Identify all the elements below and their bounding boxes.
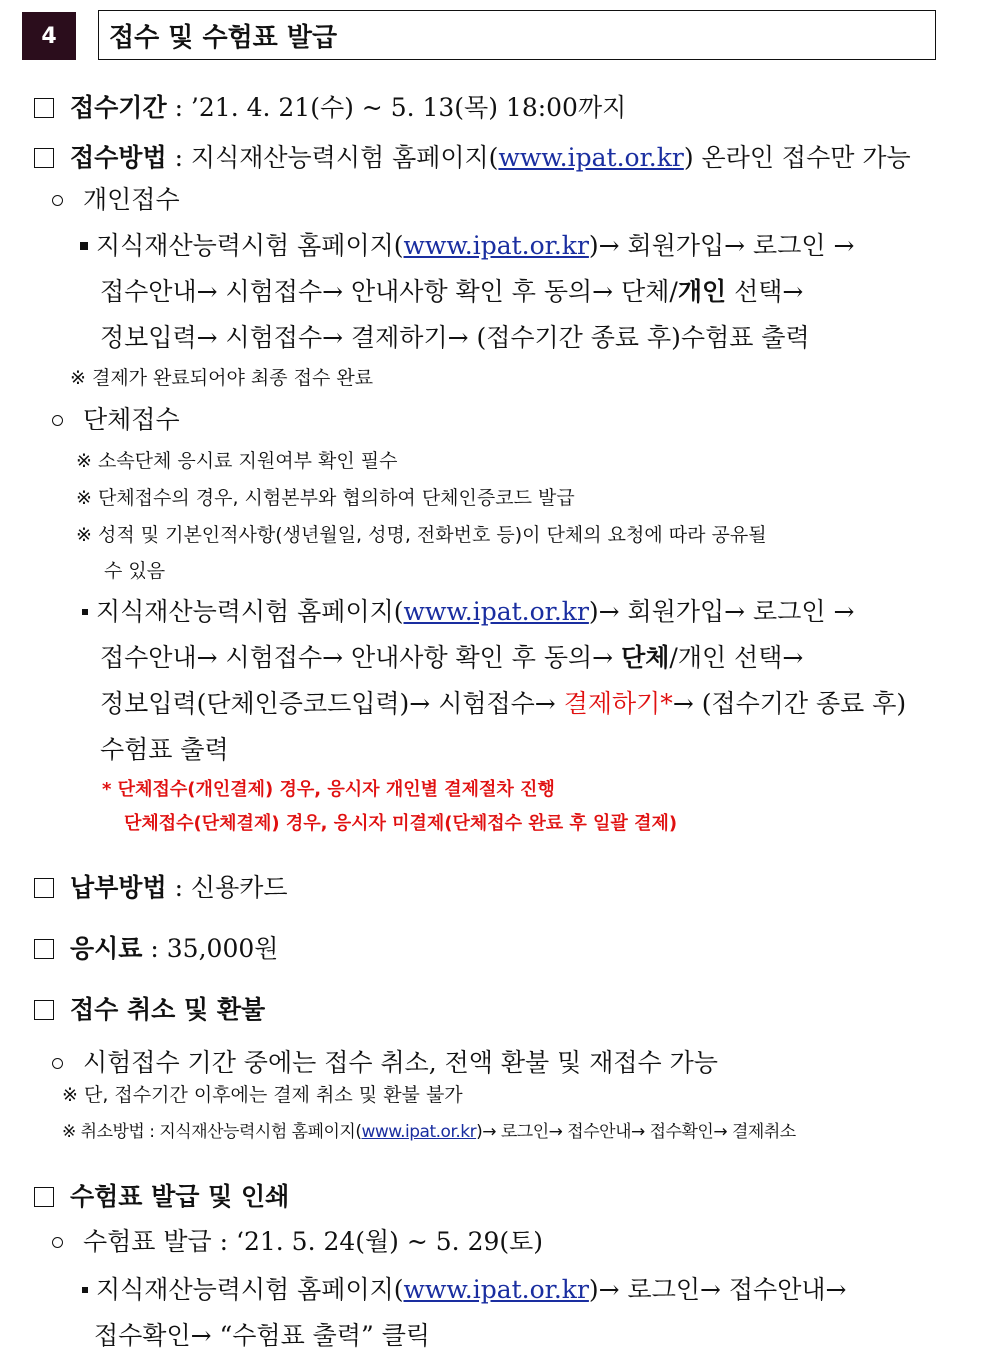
group-line2-pre: 접수안내→ 시험접수→ 안내사항 확인 후 동의→	[100, 643, 622, 672]
ipat-link[interactable]: www.ipat.or.kr	[498, 143, 684, 172]
method-label: 접수방법	[70, 143, 167, 172]
ipat-link[interactable]: www.ipat.or.kr	[403, 597, 589, 626]
checkbox-square-icon	[34, 98, 54, 118]
group-heading: 단체접수	[83, 405, 180, 434]
period-text: : ’21. 4. 21(수) ~ 5. 13(목) 18:00까지	[174, 93, 627, 122]
refund-note-1: ※ 단, 접수기간 이후에는 결제 취소 및 환불 불가	[62, 1084, 463, 1106]
group-red-note-1: * 단체접수(개인결제) 경우, 응시자 개인별 결제절차 진행	[102, 779, 555, 800]
square-bullet-icon	[82, 609, 88, 615]
group-line-2	[100, 638, 803, 674]
group-note-3b: 수 있음	[104, 560, 166, 582]
fee-text: : 35,000원	[150, 934, 279, 963]
individual-heading: 개인접수	[83, 185, 180, 214]
individual-line2-post: 선택→	[726, 277, 804, 306]
individual-heading-row	[52, 180, 180, 216]
checkbox-square-icon	[34, 1187, 54, 1207]
refund-note-2	[62, 1117, 796, 1142]
ticket-line-1	[82, 1270, 846, 1306]
square-bullet-icon	[82, 1287, 88, 1293]
group-note-3a: ※ 성적 및 기본인적사항(생년월일, 성명, 전화번호 등)이 단체의 요청에 따라 공유될	[76, 524, 767, 546]
checkbox-square-icon	[34, 939, 54, 959]
group-line3-post: → (접수기간 종료 후)	[672, 689, 907, 718]
individual-line2-bold: 개인	[677, 277, 727, 306]
section-number-text: 4	[41, 23, 57, 49]
individual-line-3: 정보입력→ 시험접수→ 결제하기→ (접수기간 종료 후)수험표 출력	[100, 323, 810, 352]
period-row	[34, 88, 626, 124]
period-label: 접수기간	[70, 93, 167, 122]
group-line3-red: 결제하기*	[563, 689, 673, 718]
individual-line1-post: )→ 회원가입→ 로그인 →	[588, 231, 855, 260]
individual-line1-pre: 지식재산능력시험 홈페이지(	[96, 231, 404, 260]
method-post: ) 온라인 접수만 가능	[683, 143, 911, 172]
section-number	[22, 12, 76, 60]
individual-line-2	[100, 272, 803, 308]
refund-line-row	[52, 1043, 718, 1079]
payment-label: 납부방법	[70, 873, 167, 902]
circle-bullet-icon	[52, 1237, 63, 1248]
ticket-heading-row	[34, 1177, 289, 1213]
ticket-heading: 수험표 발급 및 인쇄	[70, 1182, 290, 1211]
checkbox-square-icon	[34, 878, 54, 898]
group-line2-post: /개인 선택→	[669, 643, 804, 672]
payment-text: : 신용카드	[174, 873, 288, 902]
fee-row	[34, 929, 278, 965]
section-title-text: 접수 및 수험표 발급	[109, 22, 338, 53]
ticket-issue: 수험표 발급 : ‘21. 5. 24(월) ~ 5. 29(토)	[83, 1227, 544, 1256]
checkbox-square-icon	[34, 148, 54, 168]
ipat-link[interactable]: www.ipat.or.kr	[361, 1122, 477, 1142]
section-title	[98, 10, 936, 60]
group-line3-pre: 정보입력(단체인증코드입력)→ 시험접수→	[100, 689, 564, 718]
refund-line: 시험접수 기간 중에는 접수 취소, 전액 환불 및 재접수 가능	[83, 1048, 718, 1077]
checkbox-square-icon	[34, 1000, 54, 1020]
group-line-3	[100, 684, 906, 720]
ipat-link[interactable]: www.ipat.or.kr	[403, 231, 589, 260]
refund-heading: 접수 취소 및 환불	[70, 995, 266, 1024]
ticket-line1-post: )→ 로그인→ 접수안내→	[588, 1275, 847, 1304]
individual-line-1	[80, 226, 854, 262]
square-bullet-icon	[80, 242, 88, 250]
group-red-note-2: 단체접수(단체결제) 경우, 응시자 미결제(단체접수 완료 후 일괄 결제)	[124, 813, 678, 834]
method-pre: : 지식재산능력시험 홈페이지(	[174, 143, 499, 172]
refund-heading-row	[34, 990, 265, 1026]
circle-bullet-icon	[52, 1058, 63, 1069]
refund-note2-post: )→ 로그인→ 접수안내→ 접수확인→ 결제취소	[476, 1122, 796, 1142]
ticket-line1-pre: 지식재산능력시험 홈페이지(	[96, 1275, 404, 1304]
group-heading-row	[52, 400, 180, 436]
group-line1-pre: 지식재산능력시험 홈페이지(	[96, 597, 404, 626]
individual-note: ※ 결제가 완료되어야 최종 접수 완료	[70, 367, 374, 389]
group-note-1: ※ 소속단체 응시료 지원여부 확인 필수	[76, 450, 398, 472]
ticket-issue-row	[52, 1222, 543, 1258]
group-note-2: ※ 단체접수의 경우, 시험본부와 협의하여 단체인증코드 발급	[76, 487, 575, 509]
refund-note2-pre: ※ 취소방법 : 지식재산능력시험 홈페이지(	[62, 1122, 362, 1142]
group-line-4: 수험표 출력	[100, 735, 229, 764]
ipat-link[interactable]: www.ipat.or.kr	[403, 1275, 589, 1304]
circle-bullet-icon	[52, 195, 63, 206]
group-line1-post: )→ 회원가입→ 로그인 →	[588, 597, 855, 626]
circle-bullet-icon	[52, 415, 63, 426]
group-line2-bold: 단체	[621, 643, 670, 672]
payment-row	[34, 868, 288, 904]
fee-label: 응시료	[70, 934, 143, 963]
method-row	[34, 138, 911, 174]
group-line-1	[82, 592, 854, 628]
ticket-line-2: 접수확인→ “수험표 출력” 클릭	[94, 1321, 431, 1350]
individual-line2-pre: 접수안내→ 시험접수→ 안내사항 확인 후 동의→ 단체/	[100, 277, 678, 306]
